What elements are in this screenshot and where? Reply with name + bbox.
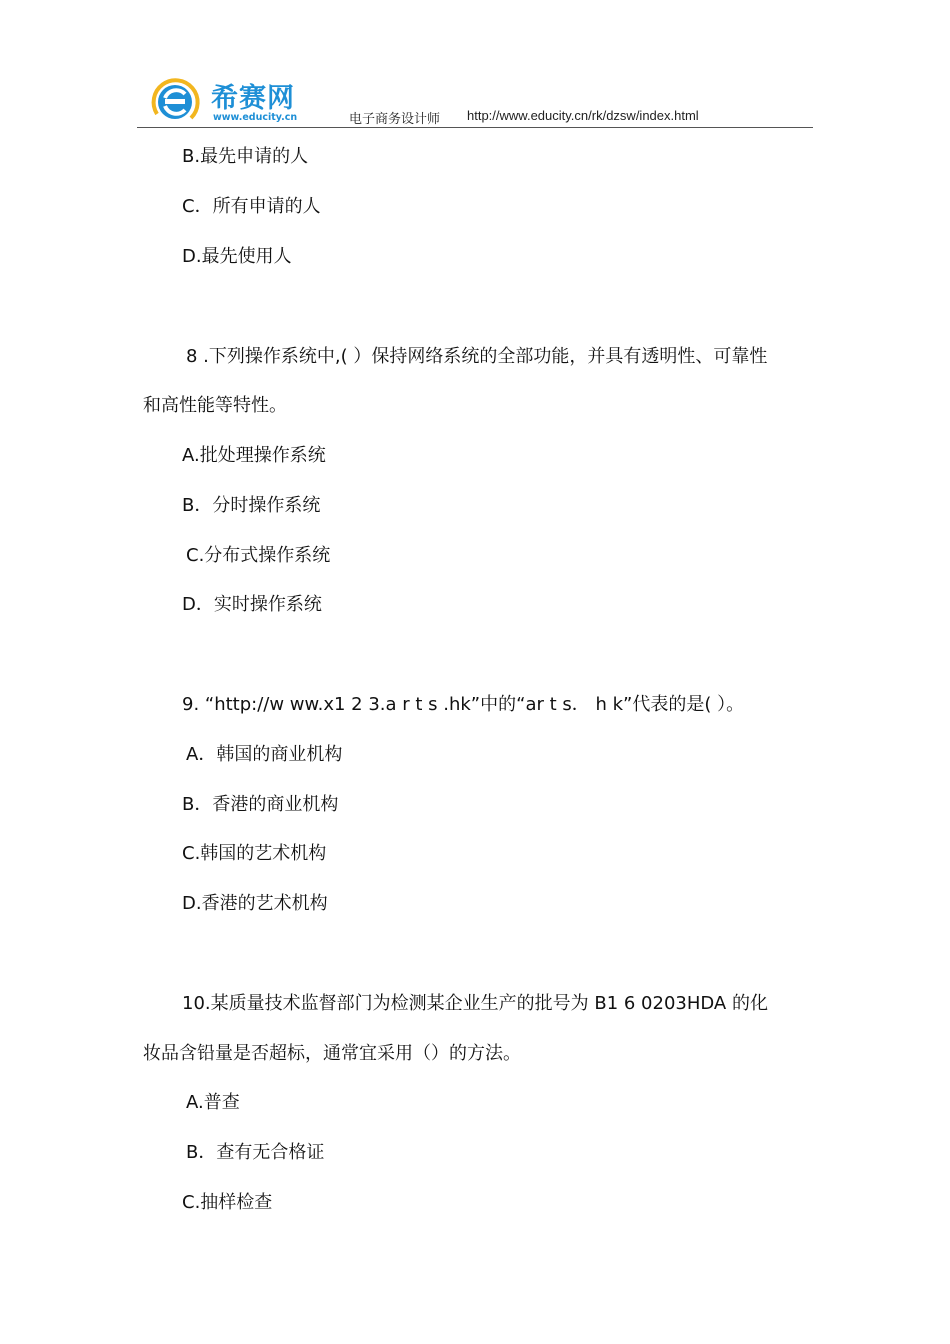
q8-stem-line-1: 8 .下列操作系统中,( ）保持网络系统的全部功能，并具有透明性、可靠性	[186, 346, 768, 367]
q7-option-b: B.最先申请的人	[182, 146, 309, 167]
q7-option-c: C．所有申请的人	[182, 196, 321, 217]
header-divider	[137, 127, 813, 128]
q8-option-b: B．分时操作系统	[182, 495, 321, 516]
q9-option-a: A．韩国的商业机构	[186, 744, 343, 765]
page-header	[137, 70, 813, 130]
header-section-title: 电子商务设计师	[349, 112, 441, 127]
header-url-link[interactable]: http://www.educity.cn/rk/dzsw/index.html	[467, 108, 699, 123]
q8-option-a: A.批处理操作系统	[182, 445, 326, 466]
q9-option-c: C.韩国的艺术机构	[182, 843, 327, 864]
educity-logo[interactable]	[145, 74, 345, 128]
q10-option-a: A.普查	[186, 1092, 240, 1113]
q8-stem-line-2: 和高性能等特性。	[143, 395, 287, 416]
logo-name: 希赛网	[211, 83, 295, 114]
q10-option-c: C.抽样检查	[182, 1192, 273, 1213]
q8-option-c: C.分布式操作系统	[186, 545, 331, 566]
logo-url: www.educity.cn	[213, 112, 298, 123]
q9-option-d: D.香港的艺术机构	[182, 893, 328, 914]
q10-option-b: B．查有无合格证	[186, 1142, 325, 1163]
logo-e-icon	[145, 74, 207, 128]
q7-option-d: D.最先使用人	[182, 246, 292, 267]
q9-option-b: B．香港的商业机构	[182, 794, 339, 815]
q10-stem-line-1: 10.某质量技术监督部门为检测某企业生产的批号为 B1 6 0203HDA 的化	[182, 993, 768, 1014]
q10-stem-line-2: 妆品含铅量是否超标，通常宜采用（）的方法。	[143, 1043, 521, 1064]
q8-option-d: D．实时操作系统	[182, 594, 322, 615]
q9-stem: 9. “http://w ww.x1 2 3.a r t s .hk”中的“ar t s． h k”代表的是( ）。	[182, 694, 745, 715]
